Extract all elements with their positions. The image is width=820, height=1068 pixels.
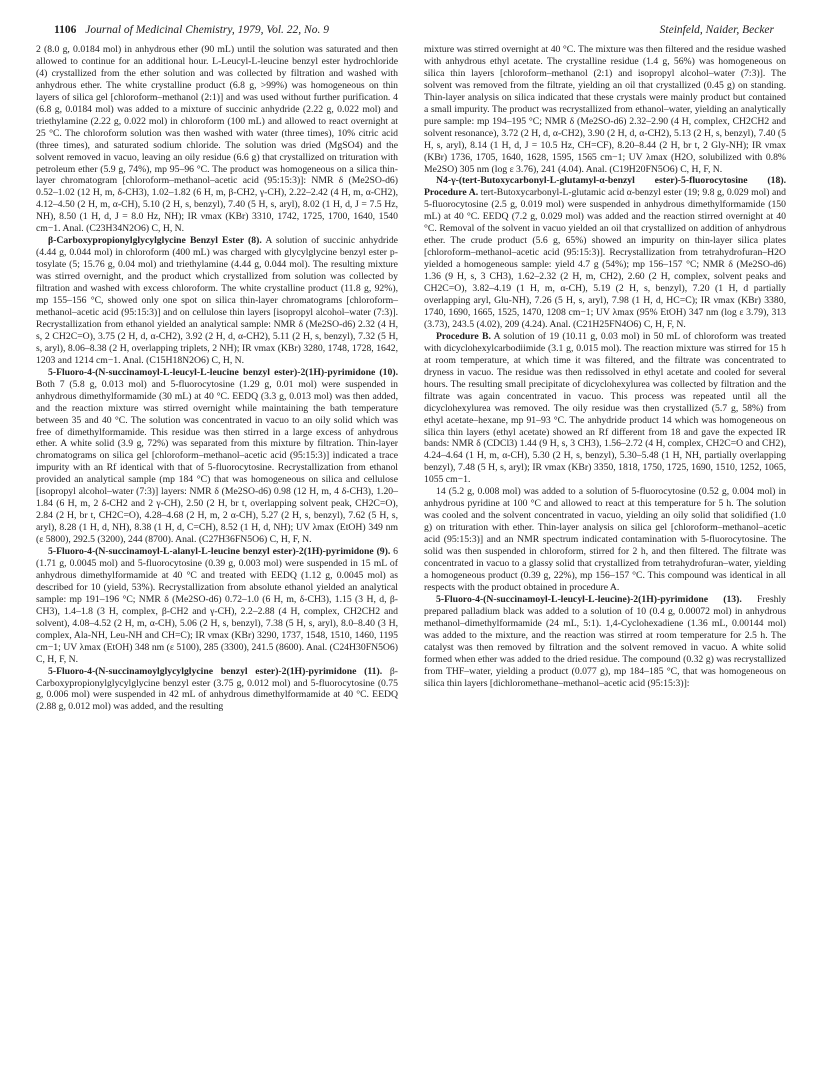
paragraph-heading: 5-Fluoro-4-(N-succinamoyl-L-leucyl-L-leucine benzyl ester)-2(1H)-pyrimidone (10). <box>48 366 398 378</box>
paragraph <box>36 44 398 235</box>
paragraph-heading: 5-Fluoro-4-(N-succinamoyl-L-alanyl-L-leucine benzyl ester)-2(1H)-pyrimidone (9). <box>48 546 391 558</box>
page-number: 1106 <box>54 24 77 36</box>
right-column <box>424 44 786 713</box>
paragraph-text: mixture was stirred overnight at 40 °C. The mixture was then filtered and the residue washed with anhydrous ethyl acetate. The crystalline residue (1.4 g, 56%) was homogeneous on silica thin layers [chloroform–methanol (2:1) and isopropyl alcohol–water (7:3)]. The solvent was removed from the filtrate, yielding an oil that crystallized (0.45 g) on standing. Thin-layer analysis on silica indicated that these crystals were mainly product but contained a small impurity. The product was recrystallized from ethanol–water, yielding an analytically pure sample: mp 194–195 °C; NMR δ (Me2SO-d6) 2.32–2.90 (4 H, complex, CH2CH2 and solvent resonance), 3.72 (2 H, d, α-CH2), 3.90 (2 H, d, α-CH2), 5.13 (2 H, s, benzyl), 7.40 (5 H, s, aryl), 8.14 (1 H, d, J = 10.5 Hz, CH=CF), 8.20–8.44 (2 H, br t, 2 Gly-NH); IR νmax (KBr) 1736, 1705, 1640, 1628, 1595, 1565 cm−1; UV λmax (H2O, solubilized with 0.8% Me2SO) 305 nm (log ε 3.76), 241 (4.04). Anal. (C19H20FN5O6) C, H, F, N. <box>424 44 786 175</box>
paragraph <box>36 546 398 666</box>
header-authors: Steinfeld, Naider, Becker <box>659 24 774 36</box>
paragraph <box>424 44 786 175</box>
paragraph-heading: β-Carboxypropionylglycylglycine Benzyl Ester (8). <box>48 235 262 247</box>
paragraph <box>36 235 398 366</box>
paragraph <box>424 331 786 486</box>
paragraph-text: 6 (1.71 g, 0.0045 mol) and 5-fluorocytosine (0.39 g, 0.003 mol) were suspended in 15 mL of anhydrous dimethylformamide at 40 °C and treated with EEDQ (1.12 g, 0.0045 mol) as described for 10 (yield, 53%). Recrystallization from absolute ethanol yielded an analytical sample: mp 191–196 °C; NMR δ (Me2SO-d6) 0.72–1.0 (6 H, m, δ-CH3), 1.15 (3 H, d, β-CH3), 1.4–1.8 (3 H, complex, β-CH2 and γ-CH), 2.2–2.88 (4 H, complex, CH2CH2 and solvent), 4.08–4.52 (2 H, m, α-CH), 5.06 (2 H, s, benzyl), 7.38 (5 H, s, aryl), 8.0–8.40 (3 H, complex, Ala-NH, Leu-NH and CH=C); IR νmax (KBr) 3290, 1737, 1548, 1510, 1460, 1195 cm−1; UV λmax (EtOH) 348 nm (ε 5100), 285 (3300), 241.5 (8600). Anal. (C24H30FN5O6) C, H, F, N. <box>36 546 398 665</box>
paragraph-heading: 5-Fluoro-4-(N-succinamoyl-L-leucyl-L-leucine)-2(1H)-pyrimidone (13). <box>436 593 742 605</box>
paragraph <box>424 175 786 330</box>
paragraph-heading: 5-Fluoro-4-(N-succinamoylglycylglycine benzyl ester)-2(1H)-pyrimidone (11). <box>48 665 383 677</box>
paragraph-heading: Procedure B. <box>436 330 491 342</box>
paragraph <box>424 486 786 594</box>
paragraph-text: Freshly prepared palladium black was added to a solution of 10 (0.4 g, 0.00072 mol) in anhydrous methanol–dimethylformamide (24 mL, 5:1). 1,4-Cyclohexadiene (1.36 mL, 0.00144 mol) was added to the mixture, and the reaction was stirred at room temperature for 2.5 h. The catalyst was then removed by filtration and the solvent removed in vacuo. A white solid formed when ether was added to the dried residue. The compound (0.32 g) was recrystallized from THF–water, yielding a product (0.077 g), mp 184–185 °C, that was homogeneous on silica thin layers [dichloromethane–methanol–acetic acid (95:15:3)]: <box>424 593 787 689</box>
paragraph <box>36 367 398 546</box>
paragraph <box>424 594 786 690</box>
paragraph-text: Both 7 (5.8 g, 0.013 mol) and 5-fluorocytosine (1.29 g, 0.01 mol) were suspended in anhydrous dimethylformamide (30 mL) at 40 °C. EEDQ (3.3 g, 0.013 mol) was then added, and the reaction mixture was stirred overnight while maintaining the bath temperature between 35 and 40 °C. The solution was concentrated in vacuo to an oily solid which was free of dimethylformamide. This residue was then stirred in a large excess of anhydrous ether. A white solid (3.9 g, 72%) was separated from this mixture by filtration. Thin-layer chromatograms on silica gel [chloroform–methanol–acetic acid (95:15:3)] indicated a trace impurity with an Rf identical with that of 5-fluorocytosine. Recrystallization from ethanol provided an analytical sample (mp 184 °C) that was homogeneous on silica and cellulose [isopropyl alcohol–water (7:3)] layers: NMR δ (Me2SO-d6) 0.98 (12 H, m, 4 δ-CH3), 1.20–1.84 (6 H, m, 2 δ-CH2 and 2 γ-CH), 2.50 (2 H, br t, overlapping solvent peak, CH2C=O), 2.84 (2 H, br t, CH2C=O), 4.28–4.68 (2 H, m, 2 α-CH), 5.27 (2 H, s, benzyl), 7.62 (5 H, s, aryl), 8.28 (1 H, d, NH), 8.38 (1 H, d, C=CH), 8.52 (1 H, d, NH); UV λmax (EtOH) 349 nm (ε 5800), 292.5 (3200), 244 (8700). Anal. (C27H36FN5O6) C, H, F, N. <box>36 378 398 546</box>
body-columns <box>36 44 786 713</box>
paragraph-text: A solution of 19 (10.11 g, 0.03 mol) in 50 mL of chloroform was treated with dicyclohexylcarbodiimide (3.1 g, 0.015 mol). The reaction mixture was stirred for 15 h at room temperature, at which time it was filtered, and the filtrate was concentrated to dryness in vacuo. The residue was then redissolved in ethyl acetate and cooled for several hours. The resulting small precipitate of dicyclohexylurea was collected by filtration and the filtrate was again concentrated in vacuo. This process was repeated until all the dicyclohexylurea was removed. The oily residue was then crystallized (5.7 g, 58%) from ethyl acetate–hexane, mp 91–93 °C. The anhydride product 14 which was homogeneous on silica thin layers (ethyl acetate) showed an Rf different from 18 and gave the expected IR bands: NMR δ (CDCl3) 1.44 (9 H, s, 3 CH3), 1.56–2.72 (4 H, complex, CH2C=O and CH2), 4.24–4.64 (1 H, m, α-CH), 5.30 (2 H, s, benzyl), 5.30–5.48 (1 H, NH, partially overlapping benzyl), 7.48 (5 H, s, aryl); IR νmax (KBr) 3350, 1818, 1750, 1725, 1690, 1510, 1252, 1065, 1055 cm−1. <box>424 330 786 486</box>
running-header <box>54 24 774 36</box>
paragraph-text: 2 (8.0 g, 0.0184 mol) in anhydrous ether (90 mL) until the solution was saturated and then allowed to continue for an additional hour. L-Leucyl-L-leucine benzyl ester hydrochloride (4) crystallized from the ether solution and was collected by filtration and washed with anhydrous ether. The white crystalline product (6.8 g, >99%) was homogeneous on thin layers of silica gel [chloroform–methanol (2:1)] and was used without further purification. 4 (6.8 g, 0.0184 mol) was added to a mixture of succinic anhydride (2.22 g, 0.022 mol) and triethylamine (2.22 g, 0.022 mol) in chloroform (100 mL) and allowed to react overnight at 25 °C. The chloroform solution was then washed with water (three times), 10% citric acid (three times), and saturated sodium chloride. The solution was dried (MgSO4) and the solvent removed in vacuo, leaving an oily residue (6.6 g) that crystallized on trituration with petroleum ether (5.9 g, 74%), mp 95–96 °C. The product was homogeneous on a silica thin-layer chromatogram [chloroform–methanol–acetic acid (95:15:3)]: NMR δ (Me2SO-d6) 0.52–1.02 (12 H, m, δ-CH3), 1.02–1.82 (6 H, m, β-CH2, γ-CH), 2.22–2.42 (4 H, m, α-CH2), 4.12–4.50 (2 H, m, α-CH), 5.10 (2 H, s, benzyl), 7.40 (5 H, s, aryl), 8.02 (1 H, d, J = 7.5 Hz, NH), 8.50 (1 H, d, J = 8.0 Hz, NH); IR νmax (KBr) 3310, 1742, 1725, 1700, 1640, 1540 cm−1. Anal. (C23H34N2O6) C, H, N. <box>36 44 398 235</box>
paragraph-text: tert-Butoxycarbonyl-L-glutamic acid α-benzyl ester (19; 9.8 g, 0.029 mol) and 5-fluorocytosine (2.5 g, 0.019 mol) were suspended in anhydrous dimethylformamide (150 mL) at 40 °C. EEDQ (7.2 g, 0.029 mol) was added and the reaction stirred overnight at 40 °C. Removal of the solvent in vacuo yielded an oil that crystallized on addition of anhydrous ether. The crude product (5.6 g, 65%) showed an impurity on thin-layer silica plates [chloroform–methanol–acetic acid (95:15:3)]. Recrystallization from tetrahydrofuran–H2O yielded a homogeneous sample: yield 4.7 g (54%); mp 156–157 °C; NMR δ (Me2SO-d6) 1.36 (9 H, s, 3 CH3), 1.62–2.32 (2 H, m, CH2), 2.60 (2 H, complex, solvent peaks and CH2C=O), 3.82–4.19 (1 H, m, α-CH), 5.19 (2 H, s, benzyl), 7.20 (1 H, d partially overlapping aryl, Glu-NH), 7.26 (5 H, s, aryl), 7.98 (1 H, d, HC=C); IR νmax (KBr) 3380, 1740, 1690, 1665, 1525, 1470, 1208 cm−1; UV λmax (95% EtOH) 347 nm (log ε 3.79), 313 (3.73), 243.5 (4.02), 209 (4.24). Anal. (C21H25FN4O6) C, H, F, N. <box>424 187 786 330</box>
paragraph-heading: N4-γ-(tert-Butoxycarbonyl-L-glutamyl-α-benzyl ester)-5-fluorocytosine (18). Procedure A. <box>424 175 786 199</box>
paragraph-text: A solution of succinic anhydride (4.44 g, 0.044 mol) in chloroform (400 mL) was charged with glycylglycine benzyl ester p-tosylate (5; 15.76 g, 0.04 mol) and triethylamine (4.44 g, 0.044 mol). The resulting mixture was stirred overnight, and the product which crystallized from solution was collected by filtration and washed with excess chloroform. The white crystalline product (11.8 g, 92%), mp 155–156 °C, showed only one spot on silica thin-layer chromatograms [chloroform–methanol–acetic acid (95:15:3)] and on cellulose thin layers [isopropyl alcohol–water (7:3)]. Recrystallization from ethanol yielded an analytical sample: NMR δ (Me2SO-d6) 2.32 (4 H, s, 2 CH2C=O), 3.75 (2 H, d, α-CH2), 3.92 (2 H, d, α-CH2), 5.11 (2 H, s, benzyl), 7.32 (5 H, s, aryl), 8.06–8.38 (2 H, overlapping triplets, 2 NH); IR νmax (KBr) 3280, 1748, 1728, 1642, 1203 and 1214 cm−1. Anal. (C15H18N2O6) C, H, N. <box>36 235 398 366</box>
journal-citation: Journal of Medicinal Chemistry, 1979, Vol. 22, No. 9 <box>85 24 329 36</box>
paragraph-text: β-Carboxypropionylglycylglycine benzyl ester (3.75 g, 0.012 mol) and 5-fluorocytosine (0.75 g, 0.006 mol) were suspended in 42 mL of anhydrous dimethylformamide at 40 °C. EEDQ (2.88 g, 0.012 mol) was added, and the resulting <box>36 665 398 713</box>
left-column <box>36 44 398 713</box>
header-left <box>54 24 329 36</box>
paragraph-text: 14 (5.2 g, 0.008 mol) was added to a solution of 5-fluorocytosine (0.52 g, 0.004 mol) in anhydrous pyridine at 100 °C and allowed to react at this temperature for 5 h. The solution was cooled and the solvent concentrated in vacuo, yielding an oily solid that solidified (1.0 g) on trituration with ether. Thin-layer analysis on silica gel [chloroform–methanol–acetic acid (95:15:3)] and an NMR spectrum indicated contamination with 5-fluorocytosine. The solid was then suspended in chloroform, stirred for 2 h, and then filtered. The filtrate was concentrated in vacuo to a glassy solid that crystallized from tetrahydrofuran–water, yielding a homogeneous product (0.39 g, 22%), mp 156–157 °C. This compound was identical in all respects with the product obtained in procedure A. <box>424 486 786 593</box>
paragraph <box>36 666 398 714</box>
